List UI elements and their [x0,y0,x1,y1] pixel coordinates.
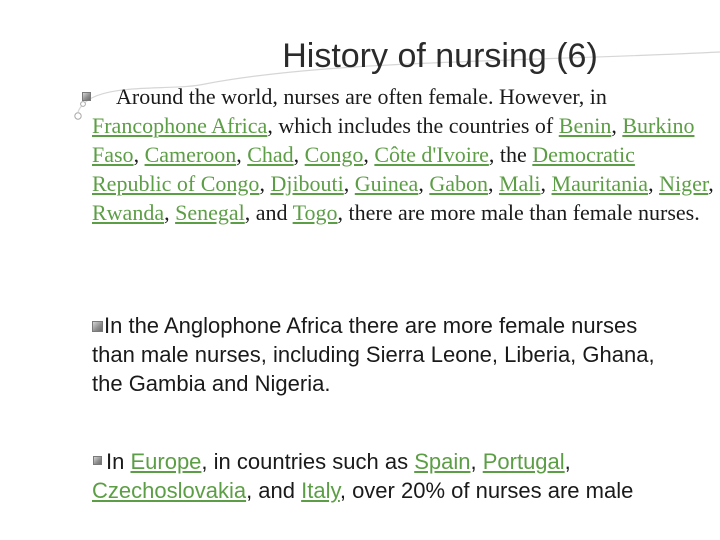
bullet-paragraph-2 [92,311,672,398]
text-segment: In [106,449,131,474]
bullet-paragraph-1 [92,82,716,227]
link-senegal[interactable]: Senegal [175,200,245,225]
bullet-paragraph-3 [92,447,692,505]
link-guinea[interactable]: Guinea [354,171,419,196]
text-segment: , [708,171,714,196]
bullet-text [92,447,692,505]
bullet-text [92,82,716,227]
link-congo[interactable]: Congo [304,142,364,167]
slide-title: History of nursing (6) [282,37,598,75]
text-segment: , [648,171,660,196]
text-segment: , [470,449,483,474]
text-segment: , [343,171,355,196]
link-gabon[interactable]: Gabon [429,171,488,196]
text-segment: , [540,171,552,196]
text-segment: , [564,449,571,474]
text-segment: , over 20% of nurses are male [339,478,634,503]
link-chad[interactable]: Chad [247,142,294,167]
text-segment: , and [246,478,302,503]
link-niger[interactable]: Niger [659,171,709,196]
text-segment: , [487,171,499,196]
link-rwanda[interactable]: Rwanda [92,200,165,225]
text-segment: , there are more male than female nurses. [337,200,700,225]
link-spain[interactable]: Spain [414,449,471,474]
text-segment: , [363,142,375,167]
link-burkino-faso[interactable]: Burkino Faso [92,113,695,167]
link-portugal[interactable]: Portugal [482,449,565,474]
text-segment: , and [244,200,293,225]
text-segment: , which includes the countries of [267,113,559,138]
bullet-text [92,311,672,398]
square-bullet-icon [82,92,91,101]
text-segment: , [133,142,145,167]
text-segment: , [418,171,430,196]
link-francophone-africa[interactable]: Francophone Africa [92,113,268,138]
text-segment: , [293,142,305,167]
link-djibouti[interactable]: Djibouti [270,171,344,196]
text-segment: , [164,200,176,225]
link-democratic-republic-of-congo[interactable]: Democratic Republic of Congo [92,142,635,196]
link-czechoslovakia[interactable]: Czechoslovakia [92,478,247,503]
link-c-te-d-ivoire[interactable]: Côte d'Ivoire [374,142,489,167]
link-mali[interactable]: Mali [498,171,541,196]
text-segment: , [611,113,623,138]
link-cameroon[interactable]: Cameroon [144,142,237,167]
link-italy[interactable]: Italy [301,478,340,503]
text-segment: , in countries such as [201,449,415,474]
text-segment: , [259,171,271,196]
text-segment: , [236,142,248,167]
text-segment: Around the world, nurses are often female. However, in [116,84,607,109]
link-europe[interactable]: Europe [130,449,202,474]
text-segment: , the [488,142,533,167]
square-bullet-icon [92,321,103,332]
link-mauritania[interactable]: Mauritania [551,171,649,196]
link-togo[interactable]: Togo [292,200,338,225]
link-benin[interactable]: Benin [558,113,612,138]
text-segment: In the Anglophone Africa there are more female nurses than male nurses, including Sierra Leone, Liberia, Ghana, the Gambia and Nigeria. [92,313,655,396]
